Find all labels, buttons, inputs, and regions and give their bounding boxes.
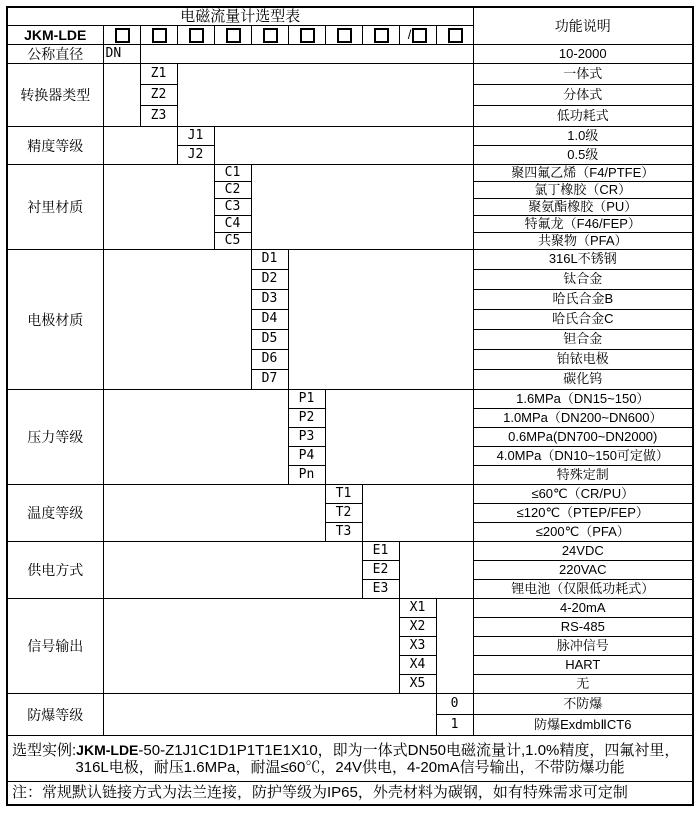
code-cell: E2 <box>362 561 399 580</box>
slash-mark: / <box>407 26 412 42</box>
desc-cell: ≤60℃（CR/PU） <box>473 485 693 504</box>
section-label-converter: 转换器类型 <box>7 64 103 127</box>
code-cell: D4 <box>251 310 288 330</box>
model-checkbox[interactable] <box>374 28 389 43</box>
code-cell: X4 <box>399 656 436 675</box>
desc-cell: 共聚物（PFA） <box>473 233 693 250</box>
model-checkbox[interactable] <box>412 28 427 43</box>
filler <box>288 250 473 390</box>
desc-cell: 1.0MPa（DN200~DN600） <box>473 409 693 428</box>
filler <box>103 542 362 599</box>
function-header: 功能说明 <box>473 7 693 45</box>
desc-cell: 220VAC <box>473 561 693 580</box>
filler <box>362 485 473 542</box>
model-checkbox[interactable] <box>263 28 278 43</box>
note-row: 注：常规默认链接方式为法兰连接，防护等级为IP65，外壳材料为碳钢，如有特殊需求可定制 <box>7 782 693 805</box>
code-cell: J2 <box>177 146 214 165</box>
code-cell: 0 <box>436 694 473 715</box>
code-cell: D5 <box>251 330 288 350</box>
model-slot-10 <box>436 26 473 45</box>
example-row <box>7 736 693 782</box>
example-prefix: 选型实例: <box>12 741 77 759</box>
model-slot-7 <box>325 26 362 45</box>
example-rest: -50-Z1J1C1D1P1T1E1X10，即为一体式DN50电磁流量计,1.0%精度，四氟衬里， <box>138 741 680 759</box>
desc-cell: 10-2000 <box>473 45 693 64</box>
desc-cell: 锂电池（仅限低功耗式） <box>473 580 693 599</box>
model-slot-8 <box>362 26 399 45</box>
desc-cell: 316L不锈钢 <box>473 250 693 270</box>
selection-table <box>6 6 694 806</box>
code-cell: C2 <box>214 182 251 199</box>
desc-cell: 脉冲信号 <box>473 637 693 656</box>
section-label-pressure: 压力等级 <box>7 390 103 485</box>
code-cell: P1 <box>288 390 325 409</box>
desc-cell: HART <box>473 656 693 675</box>
desc-cell: 24VDC <box>473 542 693 561</box>
code-cell: P4 <box>288 447 325 466</box>
model-checkbox[interactable] <box>226 28 241 43</box>
filler <box>214 127 473 165</box>
desc-cell: ≤200℃（PFA） <box>473 523 693 542</box>
code-cell: T3 <box>325 523 362 542</box>
code-cell: Pn <box>288 466 325 485</box>
table-title: 电磁流量计选型表 <box>7 7 473 26</box>
desc-cell: 哈氏合金C <box>473 310 693 330</box>
filler <box>251 165 473 250</box>
model-checkbox[interactable] <box>189 28 204 43</box>
code-cell: Z1 <box>140 64 177 85</box>
code-cell: J1 <box>177 127 214 146</box>
desc-cell: RS-485 <box>473 618 693 637</box>
model-checkbox[interactable] <box>152 28 167 43</box>
code-cell: T1 <box>325 485 362 504</box>
section-label-temperature: 温度等级 <box>7 485 103 542</box>
desc-cell: ≤120℃（PTEP/FEP） <box>473 504 693 523</box>
code-cell: P3 <box>288 428 325 447</box>
filler <box>103 485 325 542</box>
section-label-liner: 衬里材质 <box>7 165 103 250</box>
desc-cell: 0.6MPa(DN700~DN2000) <box>473 428 693 447</box>
model-slot-2 <box>140 26 177 45</box>
code-cell: D6 <box>251 350 288 370</box>
code-cell: C1 <box>214 165 251 182</box>
code-cell: X5 <box>399 675 436 694</box>
section-label-explosion: 防爆等级 <box>7 694 103 736</box>
model-checkbox[interactable] <box>448 28 463 43</box>
code-cell: D7 <box>251 370 288 390</box>
desc-cell: 氯丁橡胶（CR） <box>473 182 693 199</box>
desc-cell: 特氟龙（F46/FEP） <box>473 216 693 233</box>
code-cell: C3 <box>214 199 251 216</box>
code-cell: X1 <box>399 599 436 618</box>
desc-cell: 防爆ExdmbⅡCT6 <box>473 715 693 736</box>
code-cell: Z2 <box>140 85 177 106</box>
section-label-accuracy: 精度等级 <box>7 127 103 165</box>
desc-cell: 分体式 <box>473 85 693 106</box>
model-slot-5 <box>251 26 288 45</box>
filler <box>140 45 473 64</box>
code-cell: T2 <box>325 504 362 523</box>
desc-cell: 1.0级 <box>473 127 693 146</box>
desc-cell: 钽合金 <box>473 330 693 350</box>
filler <box>103 599 399 694</box>
code-cell: X2 <box>399 618 436 637</box>
code-cell: Z3 <box>140 106 177 127</box>
desc-cell: 0.5级 <box>473 146 693 165</box>
filler <box>399 542 473 599</box>
desc-cell: 4-20mA <box>473 599 693 618</box>
model-checkbox[interactable] <box>115 28 130 43</box>
desc-cell: 不防爆 <box>473 694 693 715</box>
code-cell: X3 <box>399 637 436 656</box>
section-label-electrode: 电极材质 <box>7 250 103 390</box>
model-slot-3 <box>177 26 214 45</box>
model-slot-9 <box>399 26 436 45</box>
filler <box>103 694 436 736</box>
code-cell: P2 <box>288 409 325 428</box>
filler <box>103 64 140 127</box>
desc-cell: 聚四氟乙烯（F4/PTFE） <box>473 165 693 182</box>
model-checkbox[interactable] <box>337 28 352 43</box>
model-checkbox[interactable] <box>300 28 315 43</box>
filler <box>177 64 473 127</box>
desc-cell: 聚氨酯橡胶（PU） <box>473 199 693 216</box>
desc-cell: 特殊定制 <box>473 466 693 485</box>
code-cell: D1 <box>251 250 288 270</box>
model-prefix: JKM-LDE <box>7 26 103 45</box>
desc-cell: 一体式 <box>473 64 693 85</box>
desc-cell: 钛合金 <box>473 270 693 290</box>
model-slot-4 <box>214 26 251 45</box>
desc-cell: 4.0MPa（DN10~150可定做） <box>473 447 693 466</box>
filler <box>436 599 473 694</box>
code-cell: E1 <box>362 542 399 561</box>
code-cell: C5 <box>214 233 251 250</box>
desc-cell: 哈氏合金B <box>473 290 693 310</box>
example-brand: JKM-LDE <box>76 741 139 758</box>
section-label-diameter: 公称直径 <box>7 45 103 64</box>
code-cell: C4 <box>214 216 251 233</box>
filler <box>103 390 288 485</box>
desc-cell: 无 <box>473 675 693 694</box>
example-line2: 316L电极，耐压1.6MPa，耐温≤60℃，24V供电，4-20mA信号输出，不带防爆功能 <box>75 758 625 776</box>
filler <box>103 250 251 390</box>
desc-cell: 铂铱电极 <box>473 350 693 370</box>
filler <box>103 165 214 250</box>
code-cell: D3 <box>251 290 288 310</box>
code-cell: DN <box>103 45 140 64</box>
desc-cell: 碳化钨 <box>473 370 693 390</box>
filler <box>103 127 177 165</box>
desc-cell: 低功耗式 <box>473 106 693 127</box>
model-slot-1 <box>103 26 140 45</box>
model-slot-6 <box>288 26 325 45</box>
example-line1 <box>12 742 688 759</box>
section-label-power: 供电方式 <box>7 542 103 599</box>
section-label-signal: 信号输出 <box>7 599 103 694</box>
filler <box>325 390 473 485</box>
code-cell: E3 <box>362 580 399 599</box>
code-cell: 1 <box>436 715 473 736</box>
desc-cell: 1.6MPa（DN15~150） <box>473 390 693 409</box>
code-cell: D2 <box>251 270 288 290</box>
